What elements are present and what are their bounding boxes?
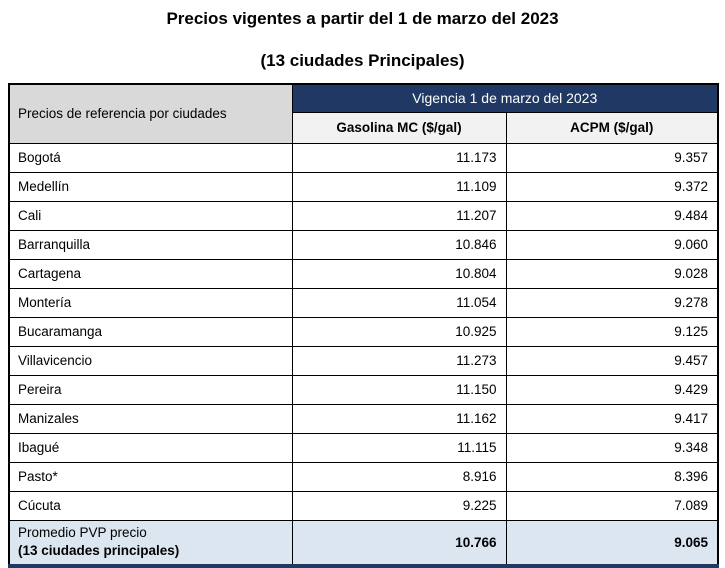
- page-title: Precios vigentes a partir del 1 de marzo del 2023: [166, 9, 559, 28]
- average-acpm-cell: 9.065: [506, 520, 718, 566]
- gasolina-price-cell: 11.162: [292, 404, 506, 433]
- table-row: [9, 375, 718, 404]
- table-row: [9, 201, 718, 230]
- acpm-price-cell: 9.278: [506, 288, 718, 317]
- acpm-price-cell: 8.396: [506, 462, 718, 491]
- table-row: [9, 491, 718, 520]
- gasolina-price-cell: 11.273: [292, 346, 506, 375]
- acpm-price-cell: 9.457: [506, 346, 718, 375]
- average-label-line1: Promedio PVP precio: [18, 525, 147, 541]
- average-label-line2: (13 ciudades principales): [18, 543, 180, 559]
- page-subtitle: (13 ciudades Principales): [260, 51, 465, 70]
- gasolina-column-header: Gasolina MC ($/gal): [292, 112, 506, 143]
- table-row: [9, 346, 718, 375]
- table-row: [9, 462, 718, 491]
- corner-header-cell: Precios de referencia por ciudades: [9, 84, 292, 143]
- average-gasolina-cell: 10.766: [292, 520, 506, 566]
- table-row: [9, 404, 718, 433]
- gasolina-price-cell: 11.115: [292, 433, 506, 462]
- acpm-price-cell: 9.348: [506, 433, 718, 462]
- city-cell: Pereira: [9, 375, 292, 404]
- city-cell: Ibagué: [9, 433, 292, 462]
- acpm-price-cell: 9.060: [506, 230, 718, 259]
- gasolina-price-cell: 10.804: [292, 259, 506, 288]
- table-row: [9, 230, 718, 259]
- gasolina-price-cell: 11.173: [292, 143, 506, 172]
- acpm-column-header: ACPM ($/gal): [506, 112, 718, 143]
- city-cell: Cúcuta: [9, 491, 292, 520]
- table-row: [9, 172, 718, 201]
- city-cell: Cartagena: [9, 259, 292, 288]
- group-header-row: [9, 84, 718, 112]
- average-footer-row: [9, 520, 718, 566]
- gasolina-price-cell: 11.109: [292, 172, 506, 201]
- acpm-price-cell: 9.028: [506, 259, 718, 288]
- gasolina-price-cell: 10.846: [292, 230, 506, 259]
- city-cell: Barranquilla: [9, 230, 292, 259]
- gasolina-price-cell: 11.207: [292, 201, 506, 230]
- city-cell: Bogotá: [9, 143, 292, 172]
- price-table: [8, 83, 719, 568]
- acpm-price-cell: 9.484: [506, 201, 718, 230]
- table-row: [9, 288, 718, 317]
- city-cell: Villavicencio: [9, 346, 292, 375]
- acpm-price-cell: 7.089: [506, 491, 718, 520]
- group-header-cell: Vigencia 1 de marzo del 2023: [292, 84, 718, 112]
- gasolina-price-cell: 11.150: [292, 375, 506, 404]
- table-row: [9, 143, 718, 172]
- acpm-price-cell: 9.125: [506, 317, 718, 346]
- gasolina-price-cell: 10.925: [292, 317, 506, 346]
- city-cell: Montería: [9, 288, 292, 317]
- city-cell: Cali: [9, 201, 292, 230]
- gasolina-price-cell: 11.054: [292, 288, 506, 317]
- city-cell: Medellín: [9, 172, 292, 201]
- gasolina-price-cell: 9.225: [292, 491, 506, 520]
- city-cell: Bucaramanga: [9, 317, 292, 346]
- acpm-price-cell: 9.372: [506, 172, 718, 201]
- average-label-cell: [9, 520, 292, 566]
- city-cell: Pasto*: [9, 462, 292, 491]
- acpm-price-cell: 9.417: [506, 404, 718, 433]
- gasolina-price-cell: 8.916: [292, 462, 506, 491]
- acpm-price-cell: 9.357: [506, 143, 718, 172]
- acpm-price-cell: 9.429: [506, 375, 718, 404]
- table-row: [9, 317, 718, 346]
- table-row: [9, 259, 718, 288]
- city-cell: Manizales: [9, 404, 292, 433]
- table-row: [9, 433, 718, 462]
